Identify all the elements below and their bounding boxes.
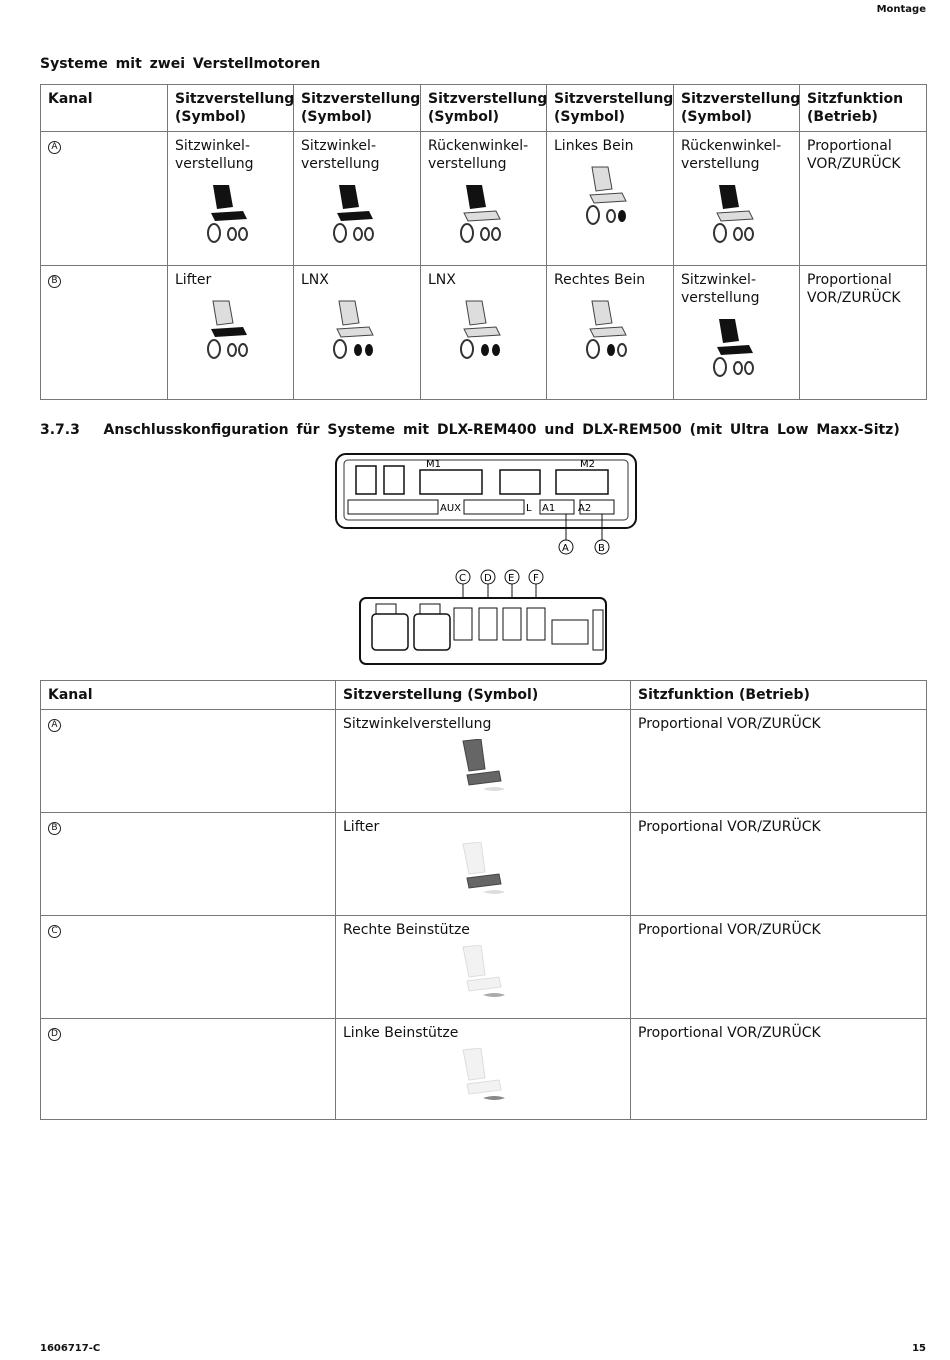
callout-b: B [598,543,605,554]
lnx-icon [329,297,385,363]
callout-a: A [562,543,569,554]
function-label: Proportional VOR/ZURÜCK [807,138,901,172]
channel-badge: C [48,925,61,938]
seat-cell [674,266,800,400]
seat-cell [168,266,294,400]
seat-label: Rechtes Bein [554,272,646,288]
expansion-module-diagram [358,568,610,670]
label-m1: M1 [426,459,441,470]
header-seat: Sitzverstellung (Symbol) [336,681,631,710]
seat-cell [421,132,547,266]
callout-e: E [508,573,515,584]
header-seat-4: Sitzverstellung (Symbol) [547,85,674,132]
seat-label: Sitzwinkel- verstellung [175,138,254,172]
seat-cell [294,132,421,266]
channel-cell [41,132,168,266]
seat-label: LNX [428,272,456,288]
label-aux: AUX [440,503,462,514]
backrest-angle-icon [709,181,765,247]
function-cell [800,132,927,266]
seat-label: LNX [301,272,329,288]
header-seat-1: Sitzverstellung (Symbol) [168,85,294,132]
function-label: Proportional VOR/ZURÜCK [807,272,901,306]
channel-badge: A [48,141,61,154]
seat-cell [336,813,631,916]
section-title-two-motors: Systeme mit zwei Verstellmotoren [40,56,321,72]
seat-cell [336,916,631,1019]
label-a1: A1 [542,503,556,514]
channel-cell [41,266,168,400]
channel-badge: B [48,822,61,835]
seat-label: Lifter [175,272,212,288]
header-seat-5: Sitzverstellung (Symbol) [674,85,800,132]
table-header-row [41,681,927,710]
channel-badge: D [48,1028,61,1041]
table-row [41,916,927,1019]
lnx-icon [456,297,512,363]
seat-angle-icon [455,739,511,799]
channel-badge: A [48,719,61,732]
footer-doc-number: 1606717-C [40,1343,101,1354]
table-row [41,1019,927,1120]
function-cell [631,1019,927,1120]
header-seat-2: Sitzverstellung (Symbol) [294,85,421,132]
lifter-icon [455,842,511,902]
seat-cell [674,132,800,266]
seat-label: Sitzwinkel- verstellung [681,272,760,306]
rem-config-table [40,680,927,1120]
table-row [41,132,927,266]
table-row [41,266,927,400]
right-leg-icon [582,297,638,363]
table-row [41,813,927,916]
seat-cell [547,132,674,266]
seat-cell [547,266,674,400]
function-cell [631,916,927,1019]
header-seat-3: Sitzverstellung (Symbol) [421,85,547,132]
function-label: Proportional VOR/ZURÜCK [638,1025,821,1041]
label-l: L [526,503,532,514]
seat-label: Lifter [343,819,380,835]
function-cell [631,710,927,813]
section-number: 3.7.3 [40,422,80,438]
seat-cell [336,1019,631,1120]
seat-label: Sitzwinkel- verstellung [301,138,380,172]
seat-label: Linke Beinstütze [343,1025,459,1041]
header-kanal: Kanal [41,85,168,132]
lifter-icon [203,297,259,363]
seat-angle-icon [329,181,385,247]
channel-cell [41,710,336,813]
right-legrest-icon [455,945,511,1005]
channel-cell [41,916,336,1019]
header-function: Sitzfunktion (Betrieb) [800,85,927,132]
channel-cell [41,1019,336,1120]
table-header-row [41,85,927,132]
function-label: Proportional VOR/ZURÜCK [638,922,821,938]
seat-label: Rechte Beinstütze [343,922,470,938]
seat-angle-icon [203,181,259,247]
callout-d: D [484,573,492,584]
footer-page-number: 15 [912,1343,926,1354]
page-header-section: Montage [876,4,926,15]
header-kanal: Kanal [41,681,336,710]
table-row [41,710,927,813]
seat-cell [294,266,421,400]
callout-f: F [533,573,539,584]
seat-cell [336,710,631,813]
seat-cell [168,132,294,266]
function-label: Proportional VOR/ZURÜCK [638,819,821,835]
section-heading: Anschlusskonfiguration für Systeme mit DLX-REM400 und DLX-REM500 (mit Ultra Low Maxx-Sitz) [103,422,900,438]
function-cell [800,266,927,400]
label-m2: M2 [580,459,595,470]
left-legrest-icon [455,1048,511,1108]
seat-label: Rückenwinkel- verstellung [681,138,782,172]
backrest-angle-icon [456,181,512,247]
callout-c: C [459,573,466,584]
seat-angle-icon [709,315,765,381]
function-label: Proportional VOR/ZURÜCK [638,716,821,732]
seat-label: Rückenwinkel- verstellung [428,138,529,172]
two-motor-table [40,84,927,400]
seat-cell [421,266,547,400]
seat-label: Sitzwinkelverstellung [343,716,492,732]
section-title-connection-config [40,422,900,438]
function-cell [631,813,927,916]
seat-label: Linkes Bein [554,138,634,154]
left-leg-icon [582,163,638,229]
channel-cell [41,813,336,916]
channel-badge: B [48,275,61,288]
header-function: Sitzfunktion (Betrieb) [631,681,927,710]
controller-module-diagram [334,452,640,560]
label-a2: A2 [578,503,592,514]
